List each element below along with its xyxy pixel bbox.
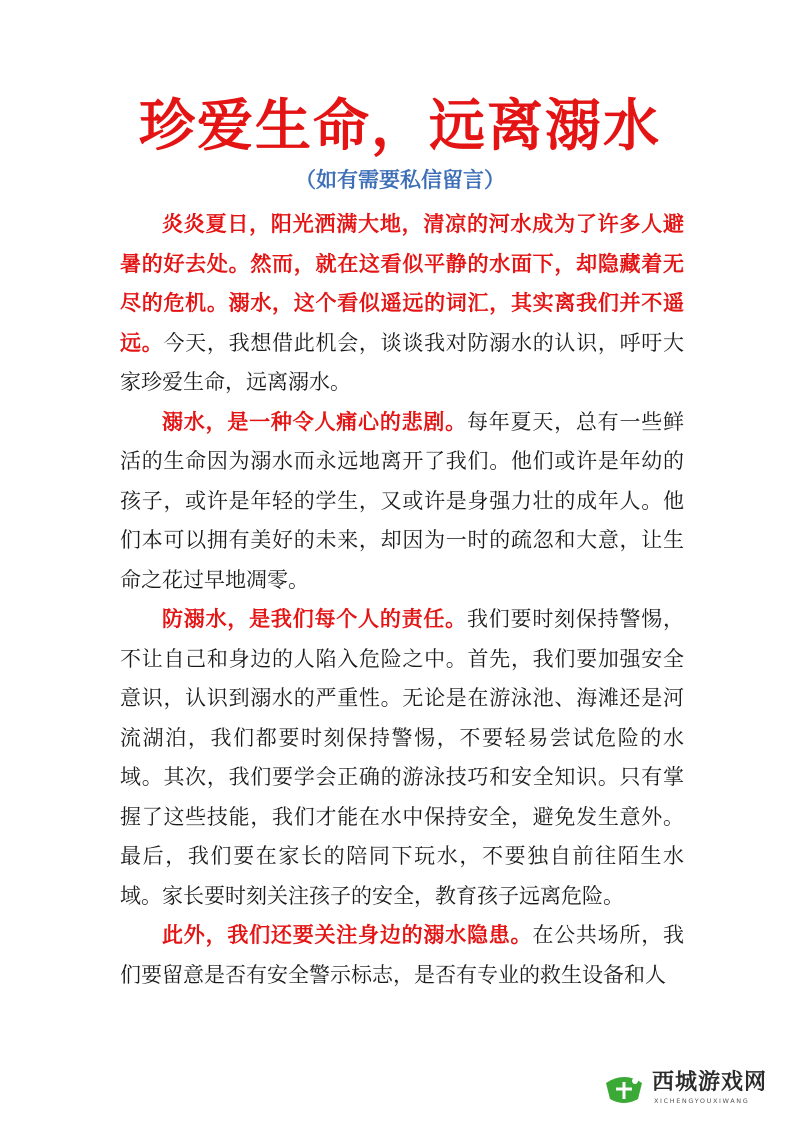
- paragraph: [120, 916, 684, 995]
- game-controller-leaf-icon: [602, 1069, 646, 1109]
- paragraph: [120, 403, 684, 601]
- watermark-subtext: XICHENGYOUXIWANG: [654, 1097, 750, 1105]
- paragraph-text: 溺水，是一种令人痛心的悲剧。: [162, 409, 467, 434]
- paragraph-text: 在公共场所，我们要留意是否有安全警示标志，是否有专业的救生设备和人: [120, 923, 685, 987]
- paragraph: [120, 205, 684, 403]
- paragraph: [120, 600, 684, 916]
- paragraph-text: 今天，我想借此机会，谈谈我对防溺水的认识，呼吁大家珍爱生命，远离溺水。: [120, 330, 685, 394]
- paragraph-text: 每年夏天，总有一些鲜活的生命因为溺水而永远地离开了我们。他们或许是年幼的孩子，或许是年轻的学生，又或许是身强力壮的成年人。他们本可以拥有美好的未来，却因为一时的疏忽和大意，让生命之花过早地凋零。: [120, 409, 685, 592]
- page-subtitle: （如有需要私信留言）: [295, 168, 505, 192]
- paragraph-text: 炎炎夏日，阳光洒满大地，清凉的河水成为了许多人避暑的好去处。然而，就在这看似平静的水面下，却隐藏着无尽的危机。溺水，这个看似遥远的词汇，其实离我们并不遥远。: [120, 212, 684, 355]
- paragraph-text: 防溺水，是我们每个人的责任。: [162, 607, 467, 631]
- watermark-name: 西城游戏网: [652, 1070, 768, 1095]
- site-watermark: [602, 1069, 772, 1109]
- article-body: [120, 205, 684, 995]
- paragraph-text: 我们要时刻保持警惕，不让自己和身边的人陷入危险之中。首先，我们要加强安全意识，认识到溺水的严重性。无论是在游泳池、海滩还是河流湖泊，我们都要时刻保持警惕，不要轻易尝试危险的水域。其次，我们要学会正确的游泳技巧和安全知识。只有掌握了这些技能，我们才能在水中保持安全，避免发生意外。最后，我们要在家长的陪同下玩水，不要独自前往陌生水域。家长要时刻关注孩子的安全，教育孩子远离危险。: [120, 607, 685, 908]
- page-title: 珍爱生命，远离溺水: [139, 94, 661, 159]
- paragraph-text: 此外，我们还要关注身边的溺水隐患。: [162, 923, 533, 947]
